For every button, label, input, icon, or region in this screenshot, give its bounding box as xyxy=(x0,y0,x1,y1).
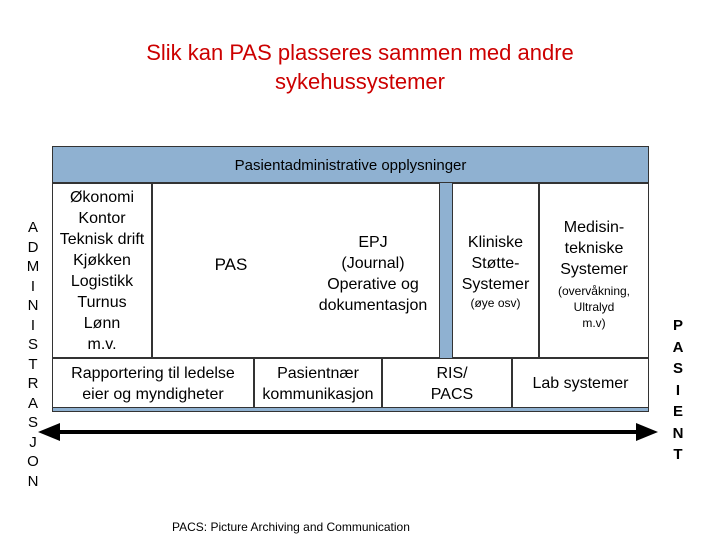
rapportering-box xyxy=(52,358,254,408)
admin-item: Teknisk drift xyxy=(59,231,145,248)
administration-box xyxy=(52,183,152,358)
arrow-head-right xyxy=(636,423,658,441)
arrow-head-left xyxy=(38,423,60,441)
admin-item: Logistikk xyxy=(70,273,134,290)
kliniske-note: (øye osv) xyxy=(470,296,521,310)
slide-title xyxy=(60,38,660,96)
letter: M xyxy=(26,258,40,275)
letter: A xyxy=(672,338,684,356)
administrasjon-vertical-label xyxy=(25,218,41,491)
epj-line: dokumentasjon xyxy=(318,297,428,314)
lab-label: Lab systemer xyxy=(532,375,629,392)
medisin-note-line: m.v) xyxy=(582,316,606,330)
letter: J xyxy=(29,433,37,451)
double-arrow xyxy=(38,420,658,444)
medisin-line: tekniske xyxy=(564,240,624,257)
pasientnaer-box xyxy=(254,358,382,408)
letter: P xyxy=(672,317,683,334)
letter: A xyxy=(27,219,38,236)
admin-item: Lønn xyxy=(83,315,121,332)
medisin-line: Medisin- xyxy=(563,219,625,236)
ris-pacs-box xyxy=(382,358,512,408)
pasientnaer-line: kommunikasjon xyxy=(262,386,374,403)
medisin-line: Systemer xyxy=(560,261,628,278)
admin-item: Økonomi xyxy=(69,189,135,206)
letter: N xyxy=(27,297,39,314)
admin-item: Kjøkken xyxy=(73,252,131,269)
kliniske-line: Kliniske xyxy=(467,234,524,251)
kliniske-line: Systemer xyxy=(461,276,530,293)
letter: S xyxy=(27,336,38,353)
pasientadministrative-header: Pasientadministrative opplysninger xyxy=(52,146,649,183)
letter: T xyxy=(673,446,683,463)
letter: R xyxy=(27,375,39,392)
letter: I xyxy=(30,316,36,334)
title-line-2: sykehussystemer xyxy=(275,69,445,94)
letter: D xyxy=(27,238,39,256)
pas-label: PAS xyxy=(214,255,248,274)
admin-item: Turnus xyxy=(77,294,127,311)
epj-line: Operative og xyxy=(327,276,419,293)
letter: E xyxy=(672,403,683,420)
ris-line: PACS xyxy=(430,386,474,403)
letter: N xyxy=(672,424,684,442)
medisintekniske-box xyxy=(539,183,649,358)
letter: T xyxy=(28,355,38,373)
pas-epj-box xyxy=(152,183,440,358)
pasient-vertical-label xyxy=(670,315,686,466)
letter: I xyxy=(30,277,36,295)
medisin-note-line: Ultralyd xyxy=(573,300,615,314)
medisin-note-line: (overvåkning, xyxy=(557,284,631,298)
letter: S xyxy=(672,360,683,377)
pasientnaer-line: Pasientnær xyxy=(277,365,359,382)
admin-item: Kontor xyxy=(78,210,126,227)
title-line-1: Slik kan PAS plasseres sammen med andre xyxy=(146,40,574,65)
lab-systemer-box xyxy=(512,358,649,408)
epj-line: (Journal) xyxy=(341,255,405,272)
rapportering-line: Rapportering til ledelse xyxy=(71,365,235,382)
epj-block xyxy=(308,232,438,316)
letter: N xyxy=(27,472,39,490)
admin-item: m.v. xyxy=(87,336,117,353)
letter: I xyxy=(675,381,681,399)
letter: A xyxy=(27,394,38,412)
ris-line: RIS/ xyxy=(436,365,468,382)
rapportering-line: eier og myndigheter xyxy=(82,386,224,403)
letter: O xyxy=(27,453,39,470)
kliniske-line: Støtte- xyxy=(471,255,520,272)
epj-line: EPJ xyxy=(358,234,388,251)
footnote: PACS: Picture Archiving and Communication xyxy=(172,520,410,534)
letter: S xyxy=(27,414,38,431)
kliniske-box xyxy=(452,183,539,358)
